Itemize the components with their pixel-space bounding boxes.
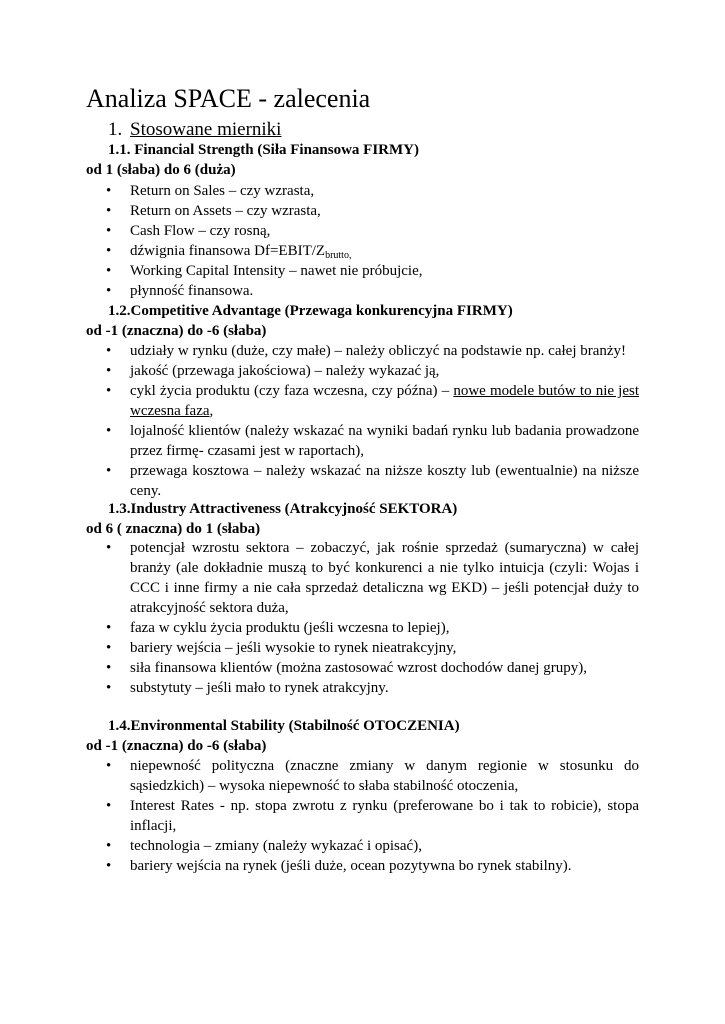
list-item: • niepewność polityczna (znaczne zmiany w danym regionie w stosunku do sąsiedzkich) – wysoka niepewność to słaba stabilność otoczenia, <box>106 758 639 794</box>
bullet-list-1-4 <box>0 756 725 876</box>
list-item: • faza w cyklu życia produktu (jeśli wczesna to lepiej), <box>106 620 450 636</box>
bullet-icon: • <box>106 680 112 696</box>
list-item: • technologia – zmiany (należy wykazać i opisać), <box>106 838 422 854</box>
section-heading <box>108 118 281 142</box>
list-item: • przewaga kosztowa – należy wskazać na niższe koszty lub (ewentualnie) na niższe ceny. <box>106 463 639 499</box>
list-item: • bariery wejścia na rynek (jeśli duże, ocean pozytywna bo rynek stabilny). <box>106 858 572 874</box>
bullet-icon: • <box>106 838 112 854</box>
bullet-list-1-1 <box>0 181 725 301</box>
list-item: • Cash Flow – czy rosną, <box>106 223 271 239</box>
scale-range-1-3: od 6 ( znaczna) do 1 (słaba) <box>86 521 261 537</box>
bullet-icon: • <box>106 620 112 636</box>
bullet-icon: • <box>106 183 112 199</box>
list-item: • cykl życia produktu (czy faza wczesna, czy późna) – nowe modele butów to nie jest wczesna faza, <box>106 383 639 419</box>
list-item: • lojalność klientów (należy wskazać na wyniki badań rynku lub badania prowadzone przez firmę- czasami jest w raportach), <box>106 423 639 459</box>
list-item: • bariery wejścia – jeśli wysokie to rynek nieatrakcyjny, <box>106 640 457 656</box>
bullet-icon: • <box>106 363 112 379</box>
bullet-icon: • <box>106 798 112 814</box>
section-label: Stosowane mierniki <box>130 119 282 140</box>
subsection-heading-1-4: 1.4.Environmental Stability (Stabilność OTOCZENIA) <box>108 718 460 734</box>
list-item: • Return on Sales – czy wzrasta, <box>106 183 315 199</box>
bullet-icon: • <box>106 343 112 359</box>
scale-range-1-2: od -1 (znaczna) do -6 (słaba) <box>86 323 267 339</box>
list-item: • jakość (przewaga jakościowa) – należy wykazać ją, <box>106 363 440 379</box>
subsection-heading-1-2: 1.2.Competitive Advantage (Przewaga konkurencyjna FIRMY) <box>108 303 513 319</box>
scale-range-1-1: od 1 (słaba) do 6 (duża) <box>86 162 236 178</box>
list-item: • płynność finansowa. <box>106 283 254 299</box>
bullet-icon: • <box>106 660 112 676</box>
bullet-icon: • <box>106 203 112 219</box>
list-item: • substytuty – jeśli mało to rynek atrakcyjny. <box>106 680 389 696</box>
bullet-icon: • <box>106 858 112 874</box>
bullet-icon: • <box>106 423 112 439</box>
bullet-icon: • <box>106 640 112 656</box>
list-item: • potencjał wzrostu sektora – zobaczyć, jak rośnie sprzedaż (sumaryczna) w całej branży (ale dokładnie muszą to być konkurenci a nie tylko intuicja (czyli: Wojas i CCC i inne firmy a nie cała sprzedaż detaliczna wg EKD) – jeśli potencjał duży to atrakcyjność sektora duża, <box>106 540 639 616</box>
bullet-icon: • <box>106 263 112 279</box>
list-item: • udziały w rynku (duże, czy małe) – należy obliczyć na podstawie np. całej branży! <box>106 343 627 359</box>
bullet-icon: • <box>106 463 112 479</box>
subsection-heading-1-3: 1.3.Industry Attractiveness (Atrakcyjność SEKTORA) <box>108 501 458 517</box>
bullet-list-1-3 <box>0 538 725 698</box>
bullet-list-1-2 <box>0 341 725 501</box>
bullet-icon: • <box>106 243 112 259</box>
subsection-heading-1-1: 1.1. Financial Strength (Siła Finansowa FIRMY) <box>108 142 419 158</box>
bullet-icon: • <box>106 758 112 774</box>
list-item: • Working Capital Intensity – nawet nie próbujcie, <box>106 263 423 279</box>
bullet-icon: • <box>106 283 112 299</box>
bullet-icon: • <box>106 383 112 399</box>
list-item: • siła finansowa klientów (można zastosować wzrost dochodów danej grupy), <box>106 660 587 676</box>
section-number: 1. <box>108 119 123 140</box>
bullet-icon: • <box>106 540 112 556</box>
list-item: • dźwignia finansowa $Df=EBIT/Z_{brutto,}$ <box>106 243 352 261</box>
subscript: brutto, <box>325 250 352 261</box>
page-title: Analiza SPACE - zalecenia <box>86 84 371 113</box>
scale-range-1-4: od -1 (znaczna) do -6 (słaba) <box>86 738 267 754</box>
list-item: • Interest Rates - np. stopa zwrotu z rynku (preferowane bo i tak to robicie), stopa inflacji, <box>106 798 639 834</box>
list-item: • Return on Assets – czy wzrasta, <box>106 203 321 219</box>
bullet-icon: • <box>106 223 112 239</box>
